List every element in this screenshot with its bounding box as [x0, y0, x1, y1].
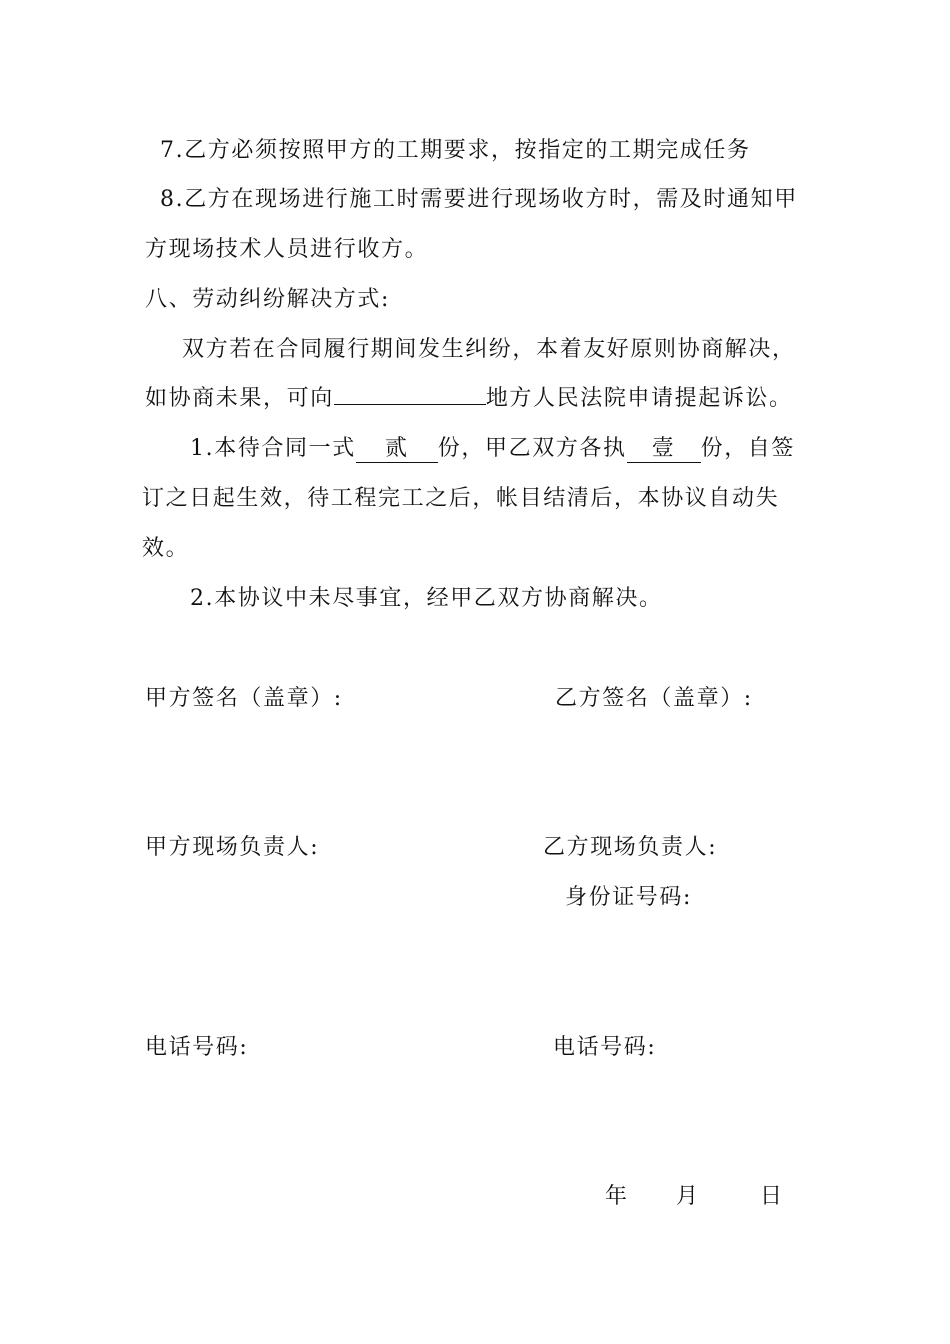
term-1-line-1 [190, 434, 795, 464]
copies-each: 壹 [627, 436, 701, 463]
dispute-line-2 [145, 384, 793, 414]
dispute-line-2-after: 地方人民法院申请提起诉讼。 [485, 386, 793, 411]
clause-8-line-2: 方现场技术人员进行收方。 [145, 237, 429, 262]
date-year: 年 [605, 1184, 629, 1209]
date-month: 月 [676, 1184, 700, 1209]
id-number-label: 身份证号码: [565, 885, 693, 910]
clause-8-line-1: 8.乙方在现场进行施工时需要进行现场收方时，需及时通知甲 [160, 187, 798, 212]
term-1-line-3: 效。 [142, 536, 190, 561]
court-blank [334, 404, 486, 405]
party-a-manager-label: 甲方现场负责人: [145, 835, 320, 860]
party-b-signature-label: 乙方签名（盖章）: [555, 686, 753, 711]
term-1-part-3: 份，自签 [700, 436, 796, 461]
copies-total: 贰 [356, 436, 438, 463]
clause-7: 7.乙方必须按照甲方的工期要求，按指定的工期完成任务 [160, 138, 751, 163]
party-a-phone-label: 电话号码: [145, 1035, 249, 1060]
term-2: 2.本协议中未尽事宜，经甲乙双方协商解决。 [190, 586, 663, 611]
term-1-part-1: 1.本待合同一式 [190, 436, 356, 461]
dispute-line-1: 双方若在合同履行期间发生纠纷，本着友好原则协商解决， [182, 337, 796, 362]
date-day: 日 [760, 1184, 784, 1209]
section-heading-dispute: 八、劳动纠纷解决方式: [145, 287, 391, 312]
party-b-manager-label: 乙方现场负责人: [543, 835, 718, 860]
term-1-part-2: 份，甲乙双方各执 [437, 436, 627, 461]
term-1-line-2: 订之日起生效，待工程完工之后，帐目结清后，本协议自动失 [142, 486, 780, 511]
party-a-signature-label: 甲方签名（盖章）: [145, 686, 343, 711]
party-b-phone-label: 电话号码: [553, 1035, 657, 1060]
dispute-line-2-before: 如协商未果，可向 [145, 386, 334, 411]
